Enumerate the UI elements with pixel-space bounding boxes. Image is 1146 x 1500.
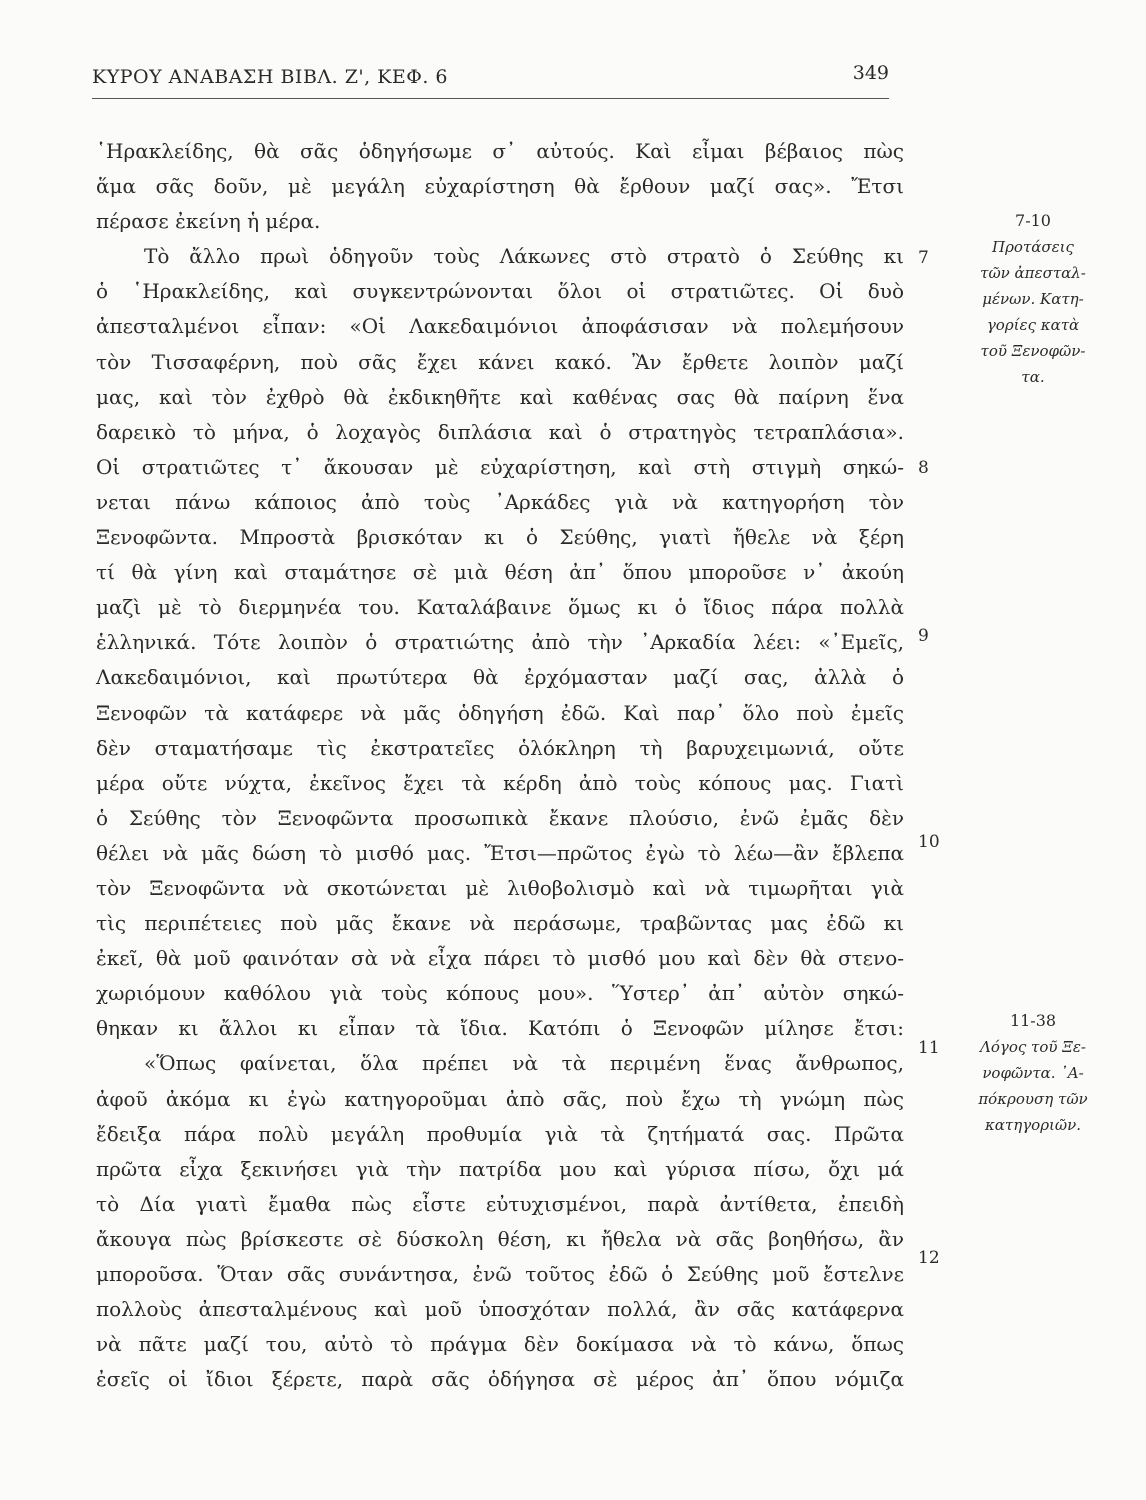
text-line: δὲν σταματήσαμε τὶς ἐκστρατεῖες ὁλόκληρη τὴ βαρυχειμωνιά, οὔτε	[96, 735, 904, 760]
text-line: ἔδειξα πάρα πολὺ μεγάλη προθυμία γιὰ τὰ ζητήματά σας. Πρῶτα	[96, 1121, 904, 1146]
text-line: μαζὶ μὲ τὸ διερμηνέα του. Καταλάβαινε ὅμως κι ὁ ἴδιος πάρα πολλὰ	[96, 595, 904, 620]
text-line: ὁ Σεύθης τὸν Ξενοφῶντα προσωπικὰ ἔκανε πλούσιο, ἐνῶ ἐμᾶς δὲν	[96, 805, 904, 830]
margin-note-line: γορίες κατὰ	[986, 316, 1080, 334]
margin-note-line: τῶν ἀπεσταλ-	[980, 264, 1086, 282]
text-line: Ξενοφῶν τὰ κατάφερε νὰ μᾶς ὁδηγήση ἐδῶ. Καὶ παρ᾽ ὅλο ποὺ ἐμεῖς	[96, 700, 904, 725]
text-line: μέρα οὔτε νύχτα, ἐκεῖνος ἔχει τὰ κέρδη ἀπὸ τοὺς κόπους μας. Γιατὶ	[96, 770, 904, 795]
margin-note-line: νοφῶντα. ᾽Α-	[982, 1064, 1084, 1082]
running-title: ΚΥΡΟΥ ΑΝΑΒΑΣΗ ΒΙΒΛ. Ζ', ΚΕΦ. 6	[92, 66, 449, 88]
margin-note-line: τα.	[1021, 368, 1045, 386]
text-line: θηκαν κι ἄλλοι κι εἶπαν τὰ ἴδια. Κατόπι ὁ Ξενοφῶν μίλησε ἔτσι:	[96, 1016, 904, 1041]
section-number: 12	[918, 1248, 940, 1268]
text-line: Λακεδαιμόνιοι, καὶ πρωτύτερα θὰ ἐρχόμασταν μαζί σας, ἀλλὰ ὁ	[96, 665, 904, 690]
section-number: 10	[918, 832, 940, 852]
text-line: Ξενοφῶντα. Μπροστὰ βρισκόταν κι ὁ Σεύθης, γιατὶ ἤθελε νὰ ξέρη	[96, 525, 904, 550]
text-line: χωριόμουν καθόλου γιὰ τοὺς κόπους μου». Ὕστερ᾽ ἀπ᾽ αὐτὸν σηκώ-	[96, 981, 904, 1006]
margin-note-line: Λόγος τοῦ Ξε-	[980, 1038, 1086, 1056]
margin-note-line: Προτάσεις	[992, 238, 1074, 256]
margin-note-line: κατηγοριῶν.	[984, 1116, 1082, 1134]
margin-note	[958, 208, 1108, 390]
text-line: τί θὰ γίνη καὶ σταμάτησε σὲ μιὰ θέση ἀπ᾽ ὅπου μποροῦσε ν᾽ ἀκούη	[96, 560, 904, 585]
text-line: τὸν Τισσαφέρνη, ποὺ σᾶς ἔχει κάνει κακό. Ἂν ἔρθετε λοιπὸν μαζί	[96, 349, 904, 374]
text-line: ῾Ηρακλείδης, θὰ σᾶς ὁδηγήσωμε σ᾽ αὐτούς. Καὶ εἶμαι βέβαιος πὼς	[96, 139, 904, 163]
running-header	[92, 62, 889, 99]
text-line: τὸν Ξενοφῶντα νὰ σκοτώνεται μὲ λιθοβολισμὸ καὶ νὰ τιμωρῆται γιὰ	[96, 875, 904, 900]
margin-note-range: 7-10	[1015, 211, 1051, 230]
text-line: ἐκεῖ, θὰ μοῦ φαινόταν σὰ νὰ εἶχα πάρει τὸ μισθό μου καὶ δὲν θὰ στενο-	[96, 946, 904, 971]
text-line: ἀπεσταλμένοι εἶπαν: «Οἱ Λακεδαιμόνιοι ἀποφάσισαν νὰ πολεμήσουν	[96, 314, 904, 339]
margin-note-line: πόκρουση τῶν	[978, 1090, 1088, 1108]
margin-note-line: τοῦ Ξενοφῶν-	[980, 342, 1086, 360]
text-line: Τὸ ἄλλο πρωὶ ὁδηγοῦν τοὺς Λάκωνες στὸ στρατὸ ὁ Σεύθης κι	[144, 244, 904, 269]
text-line: τὸ Δία γιατὶ ἔμαθα πὼς εἶστε εὐτυχισμένοι, παρὰ ἀντίθετα, ἐπειδὴ	[96, 1191, 904, 1216]
text-line: δαρεικὸ τὸ μήνα, ὁ λοχαγὸς διπλάσια καὶ ὁ στρατηγὸς τετραπλάσια».	[96, 419, 904, 444]
text-line: ἀφοῦ ἀκόμα κι ἐγὼ κατηγοροῦμαι ἀπὸ σᾶς, ποὺ ἔχω τὴ γνώμη πὼς	[96, 1086, 904, 1111]
text-line: πρῶτα εἶχα ξεκινήσει γιὰ τὴν πατρίδα μου καὶ γύρισα πίσω, ὄχι μά	[96, 1156, 904, 1181]
body-text	[96, 134, 904, 1397]
text-line: μποροῦσα. Ὅταν σᾶς συνάντησα, ἐνῶ τοῦτος ἐδῶ ὁ Σεύθης μοῦ ἔστελνε	[96, 1262, 904, 1286]
page-number: 349	[852, 62, 889, 84]
text-line: νὰ πᾶτε μαζί του, αὐτὸ τὸ πράγμα δὲν δοκίμασα νὰ τὸ κάνω, ὅπως	[96, 1332, 904, 1357]
text-line: νεται πάνω κάποιος ἀπὸ τοὺς ᾽Αρκάδες γιὰ νὰ κατηγορήση τὸν	[96, 489, 904, 514]
text-line: «Ὅπως φαίνεται, ὅλα πρέπει νὰ τὰ περιμένη ἕνας ἄνθρωπος,	[144, 1051, 904, 1076]
text-line: ἅμα σᾶς δοῦν, μὲ μεγάλη εὐχαρίστηση θὰ ἔρθουν μαζί σας». Ἔτσι	[96, 174, 904, 199]
margin-note-line: μένων. Κατη-	[982, 290, 1084, 308]
text-line: ἄκουγα πὼς βρίσκεστε σὲ δύσκολη θέση, κι ἤθελα νὰ σᾶς βοηθήσω, ἂν	[96, 1226, 904, 1251]
text-line: θέλει νὰ μᾶς δώση τὸ μισθό μας. Ἔτσι—πρῶτος ἐγὼ τὸ λέω—ἂν ἔβλεπα	[96, 840, 904, 865]
text-line: ἑλληνικά. Τότε λοιπὸν ὁ στρατιώτης ἀπὸ τὴν ᾽Αρκαδία λέει: «᾽Εμεῖς,	[96, 630, 904, 655]
text-line: τὶς περιπέτειες ποὺ μᾶς ἔκανε νὰ περάσωμε, τραβῶντας μας ἐδῶ κι	[96, 911, 904, 936]
text-line: Οἱ στρατιῶτες τ᾽ ἄκουσαν μὲ εὐχαρίστηση, καὶ στὴ στιγμὴ σηκώ-	[96, 454, 904, 479]
text-line: πολλοὺς ἀπεσταλμένους καὶ μοῦ ὑποσχόταν πολλά, ἂν σᾶς κατάφερνα	[96, 1297, 904, 1322]
text-line: ὁ ῾Ηρακλείδης, καὶ συγκεντρώνονται ὅλοι οἱ στρατιῶτες. Οἱ δυὸ	[96, 279, 904, 304]
section-number: 11	[918, 1038, 940, 1058]
section-number: 7	[918, 248, 929, 268]
margin-note	[958, 1008, 1108, 1138]
text-line: μας, καὶ τὸν ἐχθρὸ θὰ ἐκδικηθῆτε καὶ καθένας σας θὰ παίρνη ἕνα	[96, 384, 904, 409]
margin-note-range: 11-38	[1009, 1011, 1057, 1030]
section-number: 8	[918, 458, 929, 478]
section-number: 9	[918, 626, 929, 646]
text-line: ἐσεῖς οἱ ἴδιοι ξέρετε, παρὰ σᾶς ὁδήγησα σὲ μέρος ἀπ᾽ ὅπου νόμιζα	[96, 1367, 904, 1392]
text-line: πέρασε ἐκείνη ἡ μέρα.	[96, 209, 321, 234]
